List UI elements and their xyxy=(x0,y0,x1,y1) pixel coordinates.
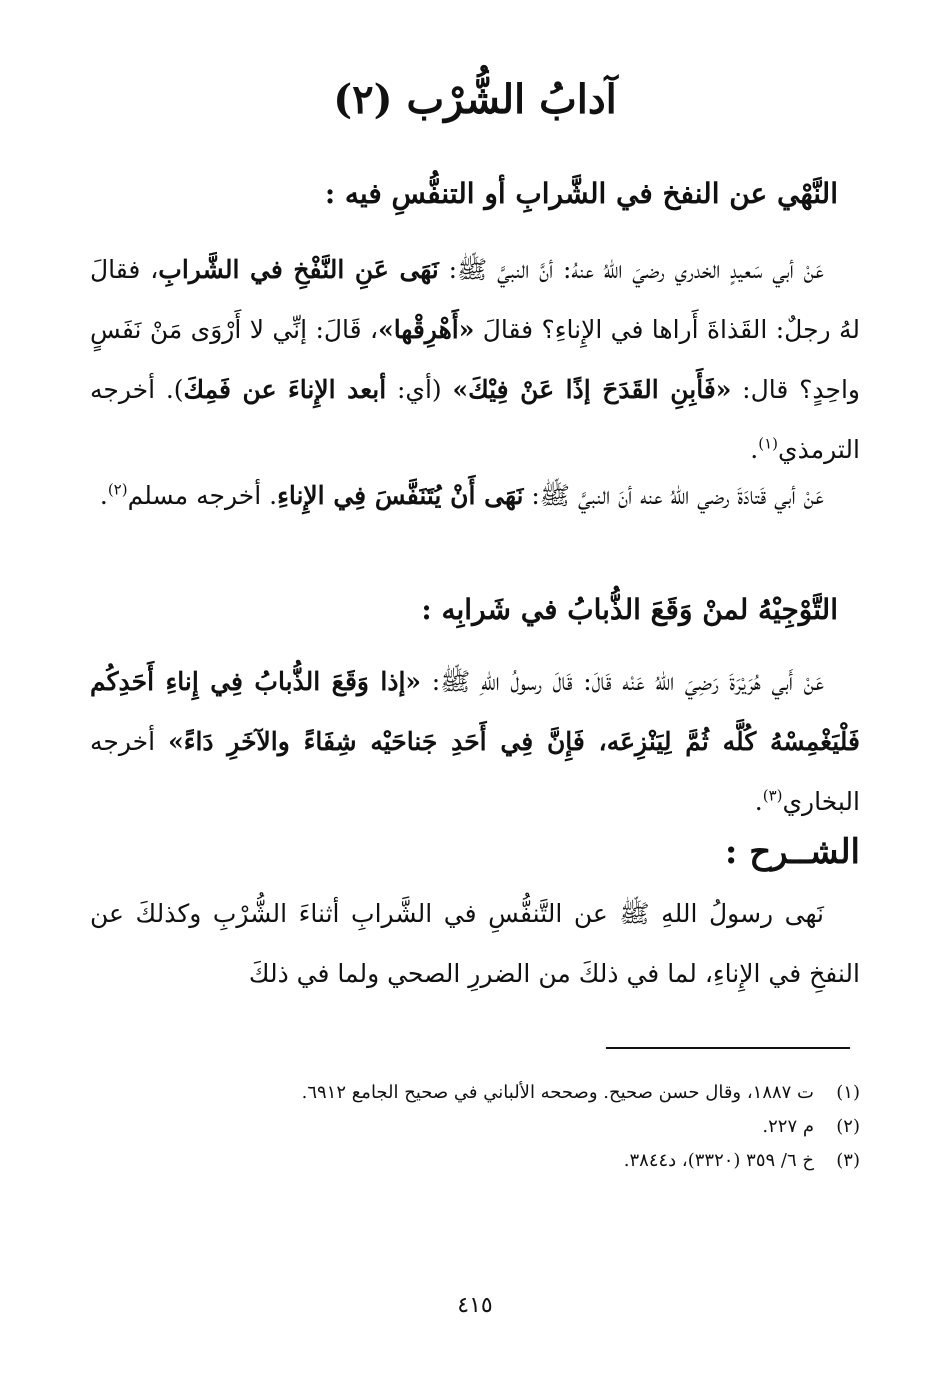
hadith-text: «إذا وَقَعَ الذُّبابُ فِي إِناءِ أَحَدِكُم فَلْيَغْمِسْهُ كُلَّه ثُمَّ لِيَنْزِعَه، فَإِنَّ فِي أَحَدِ جَناحَيْه شِفَاءً والآخَرِ دَاءً» xyxy=(90,667,860,756)
hadith-abu-hurayrah xyxy=(90,652,860,832)
hadith-abu-saeed xyxy=(90,240,860,480)
hadith-intro: عَنْ أبي قَتادَةَ رضي اللهُ عنه أنَ النبيَّ ﷺ: xyxy=(523,481,824,510)
footnote-number: (٣) xyxy=(836,1150,860,1171)
hadith-intro: عَنْ أبي سَعيدٍ الخدري رضيَ اللهُ عنهُ: أنَّ النبيَّ ﷺ: xyxy=(438,255,824,284)
hadith-source: ). أخرجه الترمذي xyxy=(90,375,860,464)
hadith-text: أبعد الإِناءَ عن فَمِكَ xyxy=(183,375,387,404)
page-number: ٤١٥ xyxy=(457,1293,493,1318)
footnote-ref[interactable]: (٣) xyxy=(762,786,783,805)
hadith-text: «فَأَبِنِ القَدَحَ إذًا عَنْ فِيْكَ» xyxy=(452,375,732,404)
footnote-text: خ ٦/ ٣٥٩ (٣٣٢٠)، د٣٨٤٤. xyxy=(623,1150,814,1171)
section-heading-fly: التَّوْجِيْهُ لمنْ وَقَعَ الذُّبابُ في شَرابِه : xyxy=(421,593,838,626)
hadith-end: . xyxy=(750,435,759,464)
footnote-divider xyxy=(606,1047,850,1049)
footnote-2 xyxy=(90,1110,860,1144)
hadith-source: . أخرجه مسلم xyxy=(127,481,278,510)
footnote-3 xyxy=(90,1144,860,1178)
hadith-text: (أي: xyxy=(386,375,453,404)
hadith-abu-qatada xyxy=(90,466,860,526)
hadith-intro: عَنْ أَبي هُرَيْرَةَ رَضِيَ اللهُ عَنْه قَالَ: قَالَ رسولُ اللهِ ﷺ: xyxy=(421,667,825,696)
footnote-ref[interactable]: (١) xyxy=(758,434,779,453)
hadith-text: ، فقالَ لهُ رجلٌ: القَذاةَ أَراها في الإِناءِ؟ فقالَ xyxy=(90,255,860,344)
hadith-text: نَهَى أَنْ يُتَنَفَّسَ فِي الإِناءِ xyxy=(277,481,524,510)
hadith-text: «أَهْرِقْها» xyxy=(378,315,475,344)
footnote-text: ت ١٨٨٧، وقال حسن صحيح. وصححه الألباني في صحيح الجامع ٦٩١٢. xyxy=(301,1082,814,1103)
hadith-text: نَهَى عَنِ النَّفْخِ في الشَّرابِ xyxy=(158,255,439,284)
hadith-end: . xyxy=(754,787,763,816)
hadith-end: . xyxy=(99,481,108,510)
sharh-heading: الشــرح : xyxy=(724,832,860,872)
footnotes xyxy=(90,1076,860,1178)
sharh-body: نَهى رسولُ اللهِ ﷺ عن التَّنفُّسِ في الشَّرابِ أثناءَ الشُّرْبِ وكذلكَ عن النفخِ في الإِناءِ، لما في ذلكَ من الضررِ الصحي ولما في ذلكَ xyxy=(90,899,860,988)
sharh-text xyxy=(90,884,860,1004)
footnote-1 xyxy=(90,1076,860,1110)
footnote-ref[interactable]: (٢) xyxy=(107,480,128,499)
section-heading-blowing: النَّهْي عن النفخ في الشَّرابِ أو التنفُّسِ فيه : xyxy=(324,177,838,210)
page-title: آدابُ الشُّرْب (٢) xyxy=(333,76,617,123)
footnote-number: (٢) xyxy=(836,1116,860,1137)
hadith-source: أخرجه البخاري xyxy=(90,727,860,816)
footnote-number: (١) xyxy=(836,1082,860,1103)
hadith-text: ، قَالَ: إنِّي لا أَرْوَى مَنْ نَفَسٍ واحِدٍ؟ قال: xyxy=(90,315,860,404)
footnote-text: م ٢٢٧. xyxy=(762,1116,814,1137)
